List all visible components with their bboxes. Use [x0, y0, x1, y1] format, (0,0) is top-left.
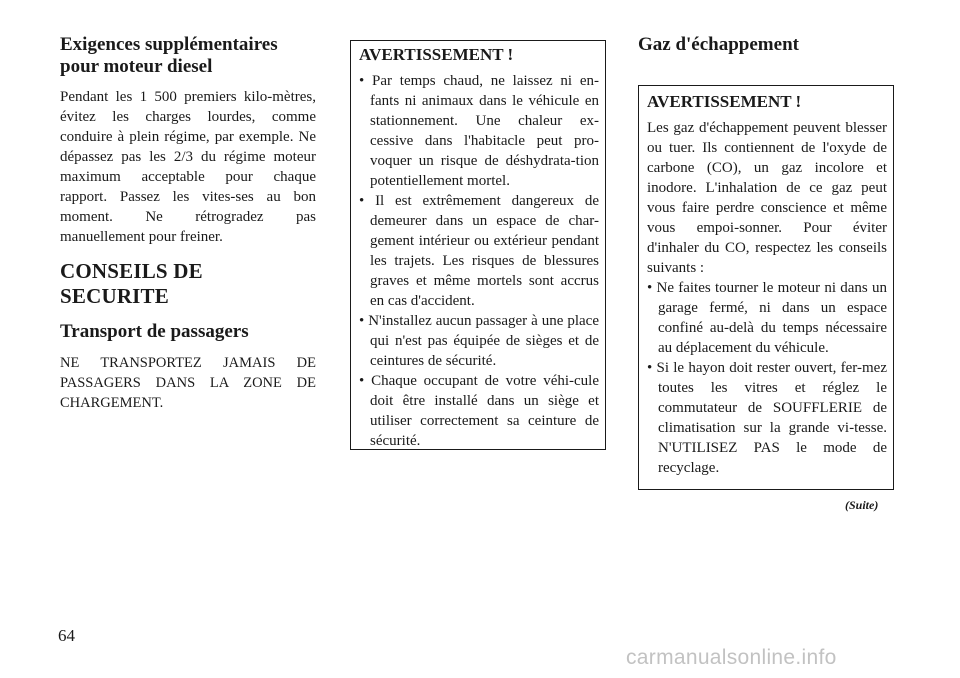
watermark: carmanualsonline.info	[626, 646, 837, 669]
heading-exhaust: Gaz d'échappement	[638, 34, 799, 55]
warning-item: • Si le hayon doit rester ouvert, fer-mez toutes les vitres et réglez le commutateur de SOUFFLERIE de climatisation sur la grande vi-tesse. N'UTILISEZ PAS le mode de recyclage.	[647, 358, 887, 478]
warning-title: AVERTISSEMENT !	[359, 45, 514, 64]
heading-diesel: Exigences supplémentaires pour moteur diesel	[60, 34, 278, 77]
left-column	[60, 34, 316, 413]
heading-safety: CONSEILS DE SECURITE	[60, 259, 203, 308]
warning-list	[647, 278, 887, 478]
warning-box-passengers	[350, 40, 606, 450]
warning-item: • Par temps chaud, ne laissez ni en-fants ni animaux dans le véhicule en stationnement. Une chaleur ex-cessive dans l'habitacle peut pro-voquer un risque de déshydrata-tion potentiellement mortel.	[359, 71, 599, 191]
warning-item: • Ne faites tourner le moteur ni dans un garage fermé, ni dans un espace confiné au-delà du temps nécessaire au déplacement du véhicule.	[647, 278, 887, 358]
warning-item: • Chaque occupant de votre véhi-cule doit être installé dans un siège et utiliser correctement sa ceinture de sécurité.	[359, 371, 599, 451]
warning-item: • N'installez aucun passager à une place qui n'est pas équipée de sièges et de ceintures de sécurité.	[359, 311, 599, 371]
warning-list	[359, 71, 599, 451]
diesel-paragraph: Pendant les 1 500 premiers kilo-mètres, évitez les charges lourdes, comme conduire à plein régime, par exemple. Ne dépassez pas les 2/3 du régime moteur maximum acceptable pour chaque rapport. Passez les vites-ses au bon moment. Ne rétrogradez pas manuellement pour freiner.	[60, 89, 316, 245]
page-number: 64	[58, 626, 75, 645]
middle-column	[350, 40, 606, 450]
warning-item: • Il est extrêmement dangereux de demeurer dans un espace de char-gement intérieur ou extérieur pendant les trajets. Les risques de blessures graves et même mortels sont accrus en cas d'accident.	[359, 191, 599, 311]
continued-label: (Suite)	[845, 498, 879, 512]
heading-passengers: Transport de passagers	[60, 321, 249, 342]
warning-title: AVERTISSEMENT !	[647, 92, 802, 111]
passengers-paragraph: NE TRANSPORTEZ JAMAIS DE PASSAGERS DANS LA ZONE DE CHARGEMENT.	[60, 355, 316, 411]
warning-box-exhaust	[638, 85, 894, 490]
right-column	[638, 34, 894, 490]
warning-intro: Les gaz d'échappement peuvent blesser ou tuer. Ils contiennent de l'oxyde de carbone (CO), un gaz incolore et inodore. L'inhalation de ce gaz peut vous faire perdre conscience et même vous empoi-sonner. Pour éviter d'inhaler du CO, respectez les conseils suivants :	[647, 120, 887, 276]
